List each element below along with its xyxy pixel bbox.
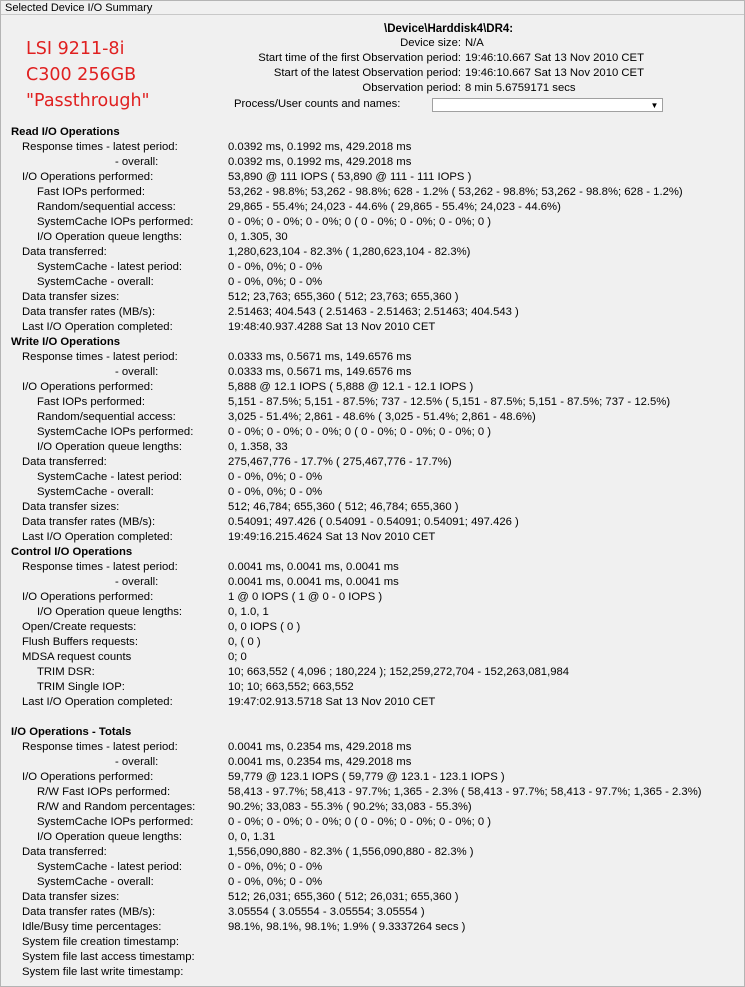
stat-value: 10; 10; 663,552; 663,552: [228, 681, 354, 693]
stat-value: 19:47:02.913.5718 Sat 13 Nov 2010 CET: [228, 696, 436, 708]
stat-value: 0, 0, 1.31: [228, 831, 276, 843]
stat-row: [1, 140, 745, 155]
stat-value: 29,865 - 55.4%; 24,023 - 44.6% ( 29,865 - 55.4%; 24,023 - 44.6%): [228, 201, 561, 213]
stat-label: SystemCache - latest period:: [37, 261, 183, 273]
stat-row: [1, 305, 745, 320]
stat-row: [1, 215, 745, 230]
stat-label: System file creation timestamp:: [22, 936, 179, 948]
stat-row: [1, 455, 745, 470]
meta-row-device-size: [1, 37, 484, 51]
section-header: [1, 725, 745, 740]
stat-label: Random/sequential access:: [37, 201, 176, 213]
stat-value: 0; 0: [228, 651, 247, 663]
stat-row: [1, 590, 745, 605]
stat-label: I/O Operations performed:: [22, 591, 154, 603]
stat-row: [1, 515, 745, 530]
stat-value: 0 - 0%, 0%; 0 - 0%: [228, 861, 323, 873]
stat-row: [1, 350, 745, 365]
stat-row: [1, 905, 745, 920]
stat-row: [1, 800, 745, 815]
stat-row: [1, 425, 745, 440]
stat-value: 0 - 0%, 0%; 0 - 0%: [228, 876, 323, 888]
stat-label: TRIM Single IOP:: [37, 681, 125, 693]
stat-row: [1, 770, 745, 785]
meta-row-first-start: [1, 52, 644, 66]
stat-label: Open/Create requests:: [22, 621, 137, 633]
stat-value: 1,556,090,880 - 82.3% ( 1,556,090,880 - 82.3% ): [228, 846, 474, 858]
stat-row: [1, 755, 745, 770]
stat-row: [1, 155, 745, 170]
stat-value: 0 - 0%, 0%; 0 - 0%: [228, 486, 323, 498]
stat-value: 59,779 @ 123.1 IOPS ( 59,779 @ 123.1 - 123.1 IOPS ): [228, 771, 505, 783]
group-box-title: Selected Device I/O Summary: [5, 2, 153, 14]
stat-value: 0.0041 ms, 0.2354 ms, 429.2018 ms: [228, 741, 412, 753]
annotation-line: LSI 9211-8i: [26, 39, 125, 59]
stat-value: 5,888 @ 12.1 IOPS ( 5,888 @ 12.1 - 12.1 IOPS ): [228, 381, 474, 393]
stat-label: Data transferred:: [22, 846, 107, 858]
stat-value: 98.1%, 98.1%, 98.1%; 1.9% ( 9.3337264 secs ): [228, 921, 466, 933]
stat-row: [1, 230, 745, 245]
stat-label: Random/sequential access:: [37, 411, 176, 423]
stat-label: - overall:: [115, 756, 159, 768]
stat-value: 512; 46,784; 655,360 ( 512; 46,784; 655,360 ): [228, 501, 459, 513]
stat-row: [1, 365, 745, 380]
stat-label: I/O Operations performed:: [22, 381, 154, 393]
stat-label: SystemCache - overall:: [37, 876, 154, 888]
stat-value: 0.0333 ms, 0.5671 ms, 149.6576 ms: [228, 351, 412, 363]
stat-label: I/O Operations performed:: [22, 771, 154, 783]
stat-value: 0.0392 ms, 0.1992 ms, 429.2018 ms: [228, 156, 412, 168]
stat-label: Data transfer rates (MB/s):: [22, 906, 156, 918]
stat-label: SystemCache IOPs performed:: [37, 216, 194, 228]
stat-row: [1, 170, 745, 185]
stat-label: Data transfer sizes:: [22, 501, 120, 513]
stat-row: [1, 395, 745, 410]
meta-label: Device size:: [400, 37, 461, 49]
stat-label: Data transfer sizes:: [22, 291, 120, 303]
stat-label: I/O Operation queue lengths:: [37, 231, 183, 243]
chevron-down-icon[interactable]: ▼: [650, 100, 659, 110]
process-counts-row: [1, 98, 745, 116]
stat-value: 10; 663,552 ( 4,096 ; 180,224 ); 152,259,272,704 - 152,263,081,984: [228, 666, 570, 678]
stat-row: [1, 635, 745, 650]
stat-row: [1, 500, 745, 515]
stat-label: Data transfer rates (MB/s):: [22, 306, 156, 318]
section-title: Read I/O Operations: [11, 126, 120, 138]
stat-label: Fast IOPs performed:: [37, 186, 145, 198]
stat-row: [1, 185, 745, 200]
process-counts-label: Process/User counts and names:: [234, 98, 401, 110]
stat-label: I/O Operation queue lengths:: [37, 441, 183, 453]
stat-value: 1 @ 0 IOPS ( 1 @ 0 - 0 IOPS ): [228, 591, 383, 603]
stat-row: [1, 815, 745, 830]
stat-value: 0.0392 ms, 0.1992 ms, 429.2018 ms: [228, 141, 412, 153]
stat-label: Data transferred:: [22, 456, 107, 468]
stat-row: [1, 845, 745, 860]
stat-value: 0, 1.305, 30: [228, 231, 288, 243]
meta-label: Observation period:: [362, 82, 461, 94]
stat-label: Response times - latest period:: [22, 351, 178, 363]
stat-value: 3,025 - 51.4%; 2,861 - 48.6% ( 3,025 - 51.4%; 2,861 - 48.6%): [228, 411, 536, 423]
stat-value: 0.0333 ms, 0.5671 ms, 149.6576 ms: [228, 366, 412, 378]
stat-row: [1, 530, 745, 545]
stat-label: SystemCache - overall:: [37, 276, 154, 288]
stat-value: 3.05554 ( 3.05554 - 3.05554; 3.05554 ): [228, 906, 425, 918]
stat-row: [1, 485, 745, 500]
stat-value: 1,280,623,104 - 82.3% ( 1,280,623,104 - 82.3%): [228, 246, 471, 258]
stat-value: 0 - 0%, 0%; 0 - 0%: [228, 471, 323, 483]
stat-value: 58,413 - 97.7%; 58,413 - 97.7%; 1,365 - 2.3% ( 58,413 - 97.7%; 58,413 - 97.7%; 1,365 - 2.3%): [228, 786, 702, 798]
stat-value: 19:49:16.215.4624 Sat 13 Nov 2010 CET: [228, 531, 436, 543]
stat-label: System file last access timestamp:: [22, 951, 195, 963]
meta-label: Start time of the first Observation period:: [258, 52, 461, 64]
stat-label: Response times - latest period:: [22, 561, 178, 573]
stat-label: Last I/O Operation completed:: [22, 321, 173, 333]
section-title: I/O Operations - Totals: [11, 726, 132, 738]
meta-value: 19:46:10.667 Sat 13 Nov 2010 CET: [465, 52, 644, 64]
stat-value: 0, 0 IOPS ( 0 ): [228, 621, 301, 633]
stat-label: Data transfer sizes:: [22, 891, 120, 903]
stat-label: MDSA request counts: [22, 651, 132, 663]
stat-row: [1, 890, 745, 905]
stat-row: [1, 275, 745, 290]
stat-label: Flush Buffers requests:: [22, 636, 138, 648]
stat-label: Response times - latest period:: [22, 141, 178, 153]
meta-row-observation-period: [1, 82, 576, 96]
stat-row: [1, 440, 745, 455]
stat-row: [1, 260, 745, 275]
stat-row: [1, 665, 745, 680]
stat-row: [1, 620, 745, 635]
stat-row: [1, 605, 745, 620]
stat-label: - overall:: [115, 366, 159, 378]
spacer-row: [1, 710, 745, 725]
stat-label: System file last write timestamp:: [22, 966, 184, 978]
stat-row: [1, 785, 745, 800]
meta-value: N/A: [465, 37, 484, 49]
section-header: [1, 545, 745, 560]
stat-label: SystemCache - latest period:: [37, 861, 183, 873]
stat-label: I/O Operation queue lengths:: [37, 831, 183, 843]
section-header: [1, 335, 745, 350]
stat-value: 0, 1.358, 33: [228, 441, 288, 453]
stat-label: I/O Operations performed:: [22, 171, 154, 183]
stat-label: SystemCache - latest period:: [37, 471, 183, 483]
stat-label: Last I/O Operation completed:: [22, 531, 173, 543]
stat-label: SystemCache - overall:: [37, 486, 154, 498]
stat-label: R/W Fast IOPs performed:: [37, 786, 171, 798]
stat-row: [1, 860, 745, 875]
stat-value: 0 - 0%; 0 - 0%; 0 - 0%; 0 ( 0 - 0%; 0 - 0%; 0 - 0%; 0 ): [228, 426, 492, 438]
meta-value: 19:46:10.667 Sat 13 Nov 2010 CET: [465, 67, 644, 79]
stat-row: [1, 950, 745, 965]
section-header: [1, 125, 745, 140]
stat-row: [1, 680, 745, 695]
stat-row: [1, 650, 745, 665]
stat-row: [1, 470, 745, 485]
stat-row: [1, 245, 745, 260]
stat-value: 0 - 0%, 0%; 0 - 0%: [228, 261, 323, 273]
stat-value: 53,262 - 98.8%; 53,262 - 98.8%; 628 - 1.2% ( 53,262 - 98.8%; 53,262 - 98.8%; 628 - 1.2%): [228, 186, 683, 198]
stat-label: Response times - latest period:: [22, 741, 178, 753]
stat-label: - overall:: [115, 156, 159, 168]
stat-value: 0.0041 ms, 0.0041 ms, 0.0041 ms: [228, 576, 399, 588]
stat-row: [1, 740, 745, 755]
stat-row: [1, 965, 745, 980]
process-counts-dropdown[interactable]: [432, 98, 663, 112]
stat-value: 512; 23,763; 655,360 ( 512; 23,763; 655,360 ): [228, 291, 459, 303]
stat-value: 90.2%; 33,083 - 55.3% ( 90.2%; 33,083 - 55.3%): [228, 801, 472, 813]
stat-label: Last I/O Operation completed:: [22, 696, 173, 708]
stat-row: [1, 575, 745, 590]
stat-label: SystemCache IOPs performed:: [37, 426, 194, 438]
stat-value: 2.51463; 404.543 ( 2.51463 - 2.51463; 2.51463; 404.543 ): [228, 306, 519, 318]
group-box-border: [1, 14, 744, 15]
stat-row: [1, 410, 745, 425]
stats-list: [1, 125, 745, 980]
section-title: Control I/O Operations: [11, 546, 133, 558]
stat-row: [1, 875, 745, 890]
stat-value: 5,151 - 87.5%; 5,151 - 87.5%; 737 - 12.5% ( 5,151 - 87.5%; 5,151 - 87.5%; 737 - 12.5%): [228, 396, 671, 408]
annotation-line: "Passthrough": [26, 91, 150, 111]
stat-value: 0, ( 0 ): [228, 636, 261, 648]
meta-label: Start of the latest Observation period:: [273, 67, 461, 79]
stat-value: 512; 26,031; 655,360 ( 512; 26,031; 655,360 ): [228, 891, 459, 903]
stat-label: Data transfer rates (MB/s):: [22, 516, 156, 528]
stat-row: [1, 380, 745, 395]
stat-value: 0 - 0%; 0 - 0%; 0 - 0%; 0 ( 0 - 0%; 0 - 0%; 0 - 0%; 0 ): [228, 816, 492, 828]
stat-label: Data transferred:: [22, 246, 107, 258]
stat-label: I/O Operation queue lengths:: [37, 606, 183, 618]
stat-row: [1, 920, 745, 935]
stat-label: SystemCache IOPs performed:: [37, 816, 194, 828]
stat-label: - overall:: [115, 576, 159, 588]
stat-label: Idle/Busy time percentages:: [22, 921, 162, 933]
stat-row: [1, 935, 745, 950]
stat-value: 0, 1.0, 1: [228, 606, 269, 618]
stat-value: 0 - 0%; 0 - 0%; 0 - 0%; 0 ( 0 - 0%; 0 - 0%; 0 - 0%; 0 ): [228, 216, 492, 228]
stat-value: 0.0041 ms, 0.0041 ms, 0.0041 ms: [228, 561, 399, 573]
stat-row: [1, 695, 745, 710]
stat-value: 275,467,776 - 17.7% ( 275,467,776 - 17.7%): [228, 456, 452, 468]
stat-label: R/W and Random percentages:: [37, 801, 196, 813]
stat-row: [1, 320, 745, 335]
stat-row: [1, 290, 745, 305]
meta-row-latest-start: [1, 67, 644, 81]
stat-row: [1, 200, 745, 215]
stat-label: TRIM DSR:: [37, 666, 95, 678]
annotation-line: C300 256GB: [26, 65, 137, 85]
stat-row: [1, 560, 745, 575]
stat-value: 53,890 @ 111 IOPS ( 53,890 @ 111 - 111 IOPS ): [228, 171, 472, 183]
section-title: Write I/O Operations: [11, 336, 121, 348]
stat-value: 0 - 0%, 0%; 0 - 0%: [228, 276, 323, 288]
stat-row: [1, 830, 745, 845]
stat-value: 0.0041 ms, 0.2354 ms, 429.2018 ms: [228, 756, 412, 768]
stat-value: 19:48:40.937.4288 Sat 13 Nov 2010 CET: [228, 321, 436, 333]
meta-value: 8 min 5.6759171 secs: [465, 82, 576, 94]
stat-label: Fast IOPs performed:: [37, 396, 145, 408]
stat-value: 0.54091; 497.426 ( 0.54091 - 0.54091; 0.54091; 497.426 ): [228, 516, 519, 528]
device-path: \Device\Harddisk4\DR4:: [384, 23, 514, 35]
